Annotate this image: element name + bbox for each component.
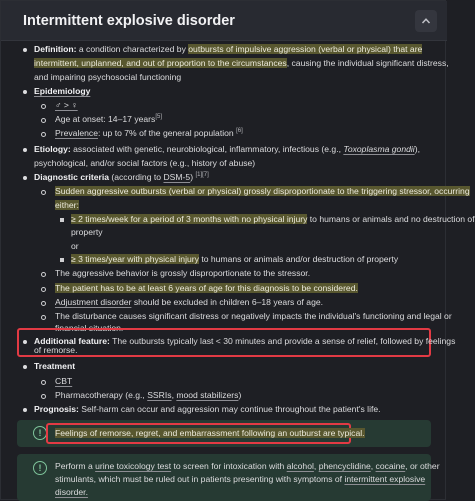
bullet (23, 408, 27, 412)
criterion-5-line-1: The disturbance causes significant distress or negatively impacts the individual's functioning and legal or (55, 311, 452, 321)
highlight: Sudden aggressive outbursts (verbal or physical) grossly disproportionate to the triggering stressor, occurring (55, 186, 470, 196)
note-2-line-1: Perform a urine toxicology test to screen for intoxication with alcohol, phencyclidine, cocaine, or other (55, 461, 440, 471)
exclamation-icon: ! (33, 426, 47, 440)
bullet (41, 190, 46, 195)
bullet (41, 301, 46, 306)
cocaine-link[interactable]: cocaine (375, 461, 406, 471)
section-header[interactable] (1, 1, 447, 41)
additional-feature-line-2: of remorse. (34, 345, 78, 355)
definition-line-3: and impairing psychosocial functioning (34, 72, 182, 82)
criterion-1-line-1 (55, 185, 470, 198)
bullet (41, 132, 46, 137)
subcriterion-2: ≥ 3 times/year with physical injury to humans or animals and/or destruction of property (71, 254, 399, 264)
bullet (60, 218, 64, 222)
highlight: intermittent, unplanned, and out of proportion to the circumstances (34, 58, 287, 68)
treatment-heading: Treatment (34, 361, 76, 371)
dsm5-link[interactable]: DSM-5 (163, 172, 191, 182)
bullet (23, 176, 27, 180)
additional-feature-line-1: Additional feature: The outbursts typically last < 30 minutes and provide a sense of relief, followed by feelings (34, 336, 456, 346)
collapse-button[interactable] (415, 10, 437, 32)
bullet (41, 118, 46, 123)
note-2-line-2: stimulants, which must be ruled out in patients presenting with symptoms of intermittent explosive (55, 474, 426, 484)
treatment-pharmacotherapy: Pharmacotherapy (e.g., SSRIs, mood stabilizers) (55, 390, 242, 400)
criterion-5-line-2: financial situation. (55, 323, 124, 333)
or-text: or (71, 241, 79, 251)
exclamation-icon: ! (33, 461, 47, 475)
bullet (41, 315, 46, 320)
epidemiology-heading[interactable]: Epidemiology (34, 86, 91, 96)
bullet (41, 394, 46, 399)
bullet (41, 380, 46, 385)
highlight: ≥ 3 times/year with physical injury (71, 254, 199, 264)
toxoplasma-link[interactable]: Toxoplasma gondii (343, 144, 415, 154)
highlight: ≥ 2 times/week for a period of 3 months with no physical injury (71, 214, 308, 224)
criterion-3 (55, 282, 358, 295)
bullet (41, 287, 46, 292)
highlight: either: (55, 200, 79, 210)
ssris-link[interactable]: SSRIs (147, 390, 172, 400)
alcohol-link[interactable]: alcohol (286, 461, 314, 471)
reference[interactable]: [5] (155, 114, 163, 121)
criterion-4: Adjustment disorder should be excluded in children 6–18 years of age. (55, 297, 324, 307)
bullet (23, 90, 27, 94)
bullet (41, 272, 46, 277)
prognosis: Prognosis: Self-harm can occur and aggression may continue throughout the patient's life. (34, 404, 381, 414)
prevalence-link[interactable]: Prevalence (55, 128, 98, 138)
sex-ratio[interactable]: ♂ > ♀ (55, 100, 78, 110)
age-at-onset: Age at onset: 14–17 years[5] (55, 114, 163, 124)
etiology-line-1: Etiology: associated with genetic, neurobiological, inflammatory, infectious (e.g., Toxoplasma gondii), (34, 144, 420, 154)
note-1-text (55, 427, 365, 440)
subcriterion-1-line-2: property (71, 227, 103, 237)
mood-stabilizers-link[interactable]: mood stabilizers (176, 390, 239, 400)
reference[interactable]: [6] (236, 128, 243, 135)
highlight: outbursts of impulsive aggression (verbal or physical) that are (188, 44, 423, 54)
criterion-1-line-2 (55, 199, 79, 212)
criterion-2: The aggressive behavior is grossly disproportionate to the stressor. (55, 268, 311, 278)
cbt-link[interactable]: CBT (55, 376, 73, 386)
bullet (23, 365, 27, 369)
bullet (23, 148, 27, 152)
prevalence: Prevalence: up to 7% of the general population [6] (55, 128, 243, 138)
highlight: Feelings of remorse, regret, and embarrassment following an outburst are typical. (55, 428, 365, 438)
bullet (23, 340, 27, 344)
treatment-cbt[interactable] (55, 375, 72, 388)
section-title: Intermittent explosive disorder (23, 13, 235, 29)
urine-toxicology-link[interactable]: urine toxicology test (95, 461, 172, 471)
ied-link[interactable]: intermittent explosive (344, 474, 426, 484)
note-2-line-3: disorder. (55, 487, 88, 497)
bullet (41, 104, 46, 109)
chevron-up-icon (421, 16, 431, 26)
criteria-heading: Diagnostic criteria (according to DSM-5) [1][7] (34, 172, 209, 182)
phencyclidine-link[interactable]: phencyclidine (318, 461, 371, 471)
definition-line-1: Definition: a condition characterized by outbursts of impulsive aggression (verbal or physical) that are (34, 44, 423, 54)
bullet (60, 258, 64, 262)
etiology-line-2: psychological, and/or social factors (e.g., history of abuse) (34, 158, 256, 168)
reference[interactable]: [1][7] (195, 172, 209, 179)
highlight: The patient has to be at least 6 years of age for this diagnosis to be considered. (55, 283, 358, 293)
adjustment-disorder-link[interactable]: Adjustment disorder (55, 297, 132, 307)
definition-line-2: intermittent, unplanned, and out of proportion to the circumstances, causing the individual significant distress, (34, 58, 449, 68)
subcriterion-1: ≥ 2 times/week for a period of 3 months with no physical injury to humans or animals and no destruction of (71, 214, 475, 224)
bullet (23, 48, 27, 52)
